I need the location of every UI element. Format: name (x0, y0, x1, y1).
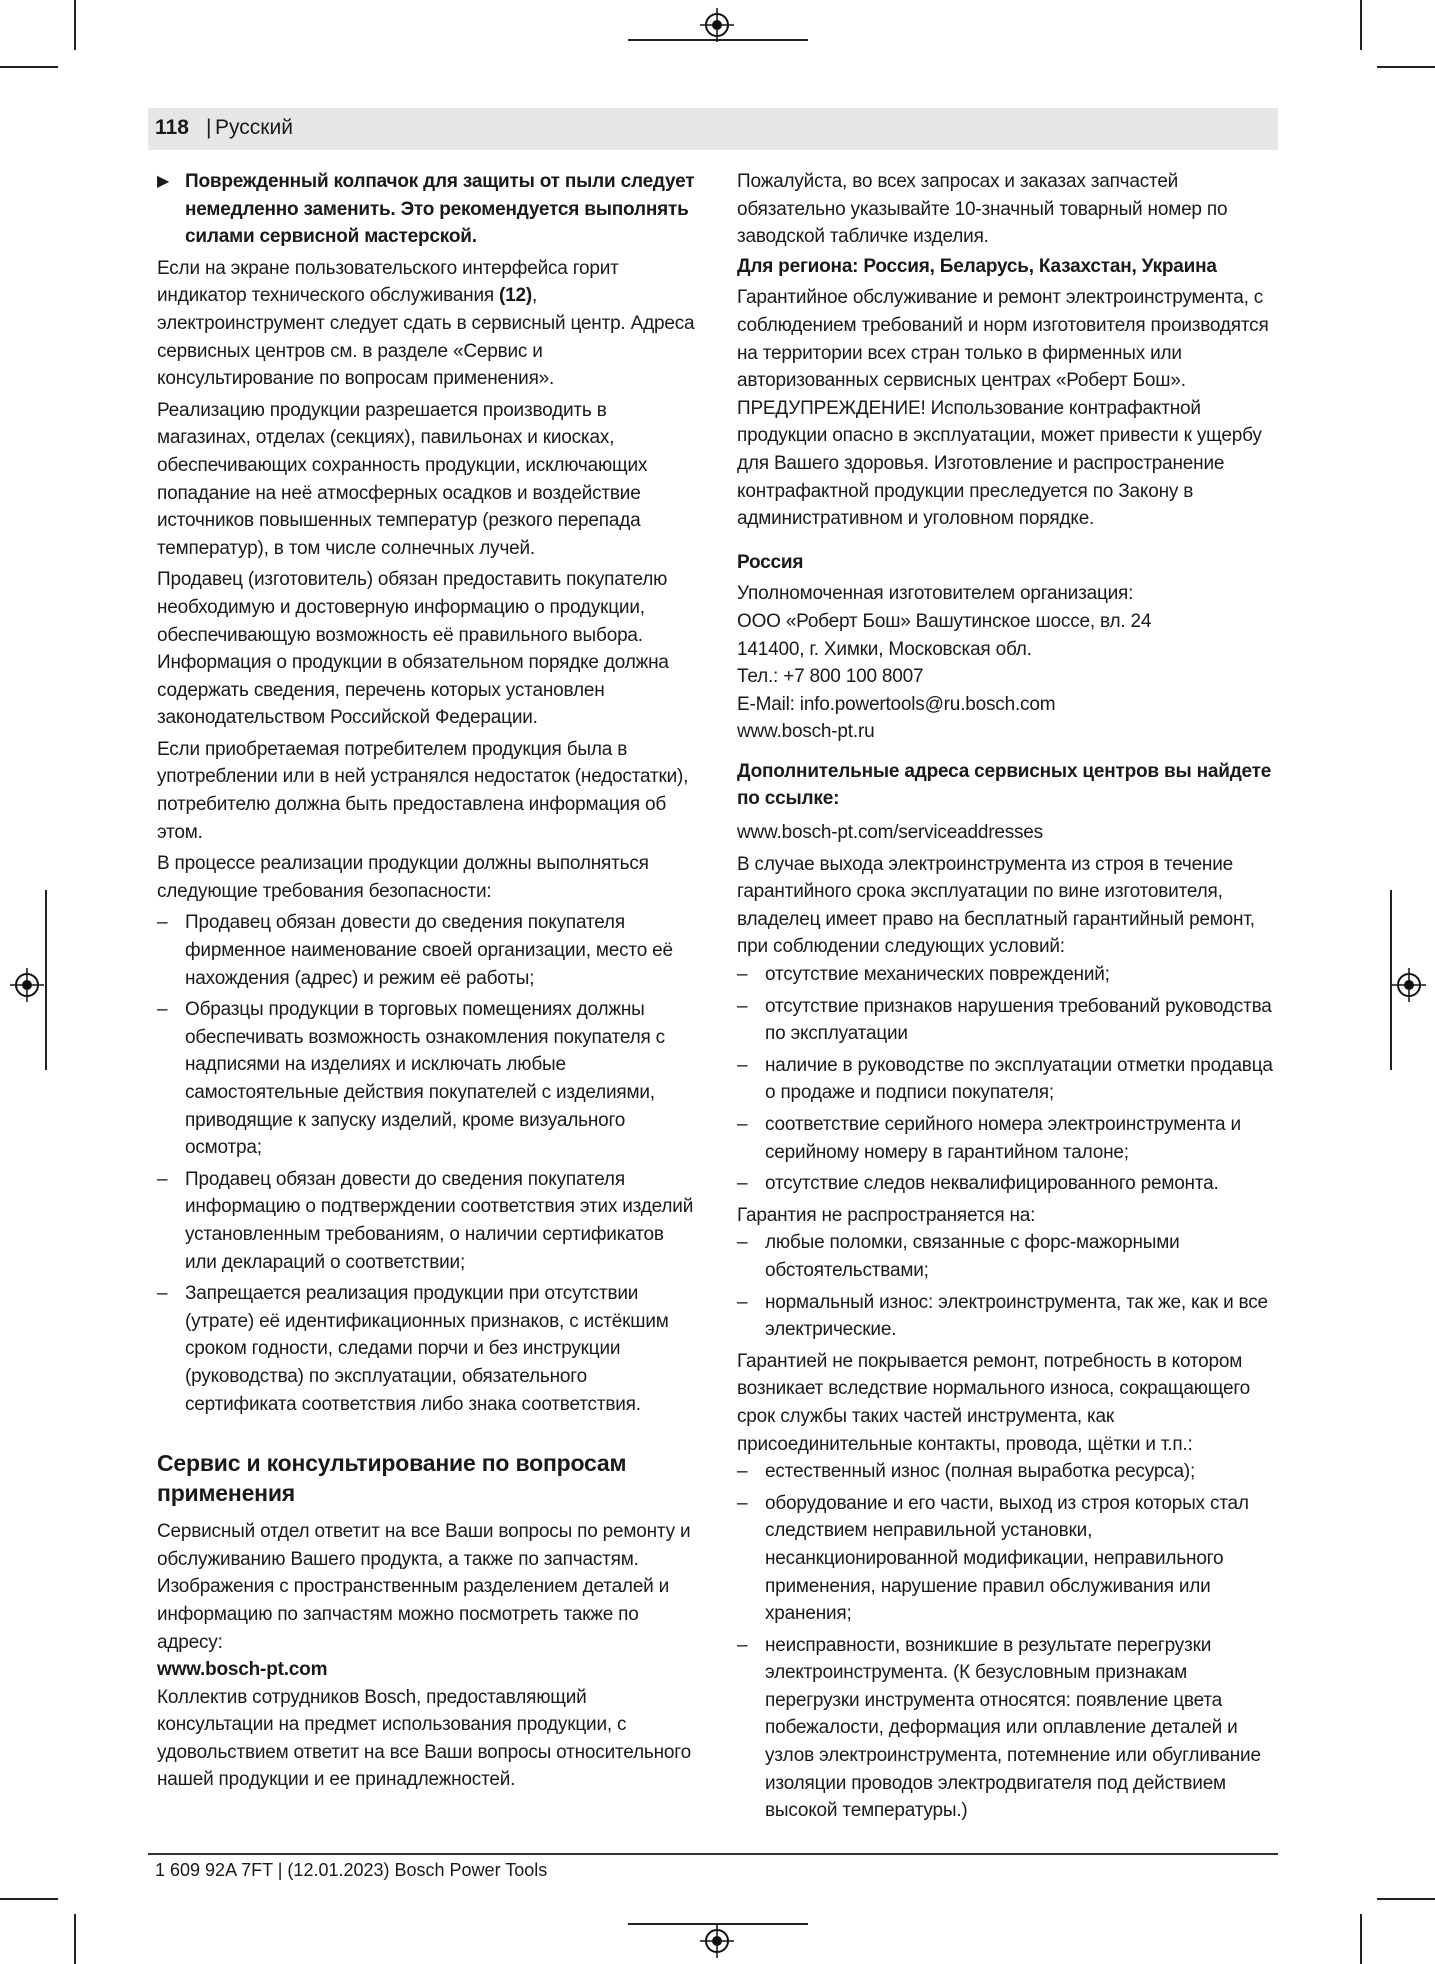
list-item: – Запрещается реализация продукции при отсутствии (утрате) её идентификационных признаков, с истёкшим сроком годности, следами порчи и без инструкции (руководства) по эксплуатации, обязательного сертификата соответствия либо знака соответствия. (157, 1283, 669, 1415)
region-heading: Для региона: Россия, Беларусь, Казахстан, Украина (737, 255, 1217, 277)
list-item: – отсутствие механических повреждений; (737, 964, 1110, 986)
list-item: – нормальный износ: электроинструмента, так же, как и все электрические. (737, 1291, 1268, 1341)
left-column (157, 168, 697, 1798)
crop-mark (1360, 1914, 1362, 1964)
registration-mark-icon (700, 8, 734, 42)
list-item: – оборудование и его части, выход из строя которых стал следствием неправильной установки, несанкционированной модификации, неправильного применения, нарушение правил обслуживания или хранения; (737, 1492, 1249, 1625)
paragraph: В случае выхода электроинструмента из строя в течение гарантийного срока эксплуатации по вине изготовителя, владелец имеет право на бесплатный гарантийный ремонт, при соблюдении следующих условий: (737, 853, 1255, 958)
crop-mark (0, 66, 58, 68)
contact-website: www.bosch-pt.ru (737, 721, 875, 743)
contact-block (737, 580, 1277, 746)
paragraph: Сервисный отдел ответит на все Ваши вопросы по ремонту и обслуживанию Вашего продукта, а также по запчастям. Изображения с пространственным разделением деталей и информацию по запчастям можно посмотреть также по адресу: (157, 1521, 691, 1653)
right-column (737, 168, 1277, 1829)
paragraph: Гарантией не покрывается ремонт, потребность в котором возникает вследствие нормального износа, сокращающего срок службы таких частей инструмента, как присоединительные контакты, провода, щётки и т.п.: (737, 1350, 1251, 1455)
registration-mark-icon (700, 1924, 734, 1958)
header-separator: | (206, 116, 212, 139)
list-item: – Продавец обязан довести до сведения покупателя информацию о подтверждении соответствия этих изделий установленным требованиям, о наличии сертификатов или деклараций о соответствии; (157, 1168, 694, 1273)
paragraph-maintenance: Если на экране пользовательского интерфейса горит индикатор технического обслуживания (12), электроинструмент следует сдать в сервисный центр. Адреса сервисных центров см. в разделе «Сервис и консультирование по вопросам применения». (157, 257, 695, 390)
contact-email: E-Mail: info.powertools@ru.bosch.com (737, 693, 1056, 715)
contact-line: ООО «Роберт Бош» Вашутинское шоссе, вл. 24 (737, 610, 1152, 632)
russia-heading: Россия (737, 551, 804, 573)
contact-line: Уполномоченная изготовителем организация: (737, 583, 1134, 605)
service-url: www.bosch-pt.com (157, 1659, 328, 1681)
page-header-bar (148, 108, 1278, 150)
item-reference: (12) (499, 285, 533, 307)
crop-mark (1377, 1898, 1435, 1900)
paragraph: Гарантия не распространяется на: (737, 1204, 1036, 1226)
contact-line: Тел.: +7 800 100 8007 (737, 666, 924, 688)
list-item: – неисправности, возникшие в результате перегрузки электроинструмента. (К безусловным признакам перегрузки инструмента относятся: появление цвета побежалости, деформация или оплавление деталей и узлов электроинструмента, потемнение или обугливание изоляции проводов электродвигателя под действием высокой температуры.) (737, 1634, 1261, 1822)
list-item: – отсутствие признаков нарушения требований руководства по эксплуатации (737, 995, 1272, 1045)
warning-paragraph: ▶ Поврежденный колпачок для защиты от пыли следует немедленно заменить. Это рекомендуется выполнять силами сервисной мастерской. (157, 168, 697, 251)
contact-line: 141400, г. Химки, Московская обл. (737, 638, 1032, 660)
list-item: – отсутствие следов неквалифицированного ремонта. (737, 1173, 1219, 1195)
page-footer: 1 609 92A 7FT | (12.01.2023) Bosch Power Tools (155, 1860, 548, 1880)
paragraph: Если приобретаемая потребителем продукция была в употреблении или в ней устранялся недостаток (недостатки), потребителю должна быть предоставлена информация об этом. (157, 738, 689, 843)
list-item: – Продавец обязан довести до сведения покупателя фирменное наименование своей организации, место её нахождения (адрес) и режим её работы; (157, 912, 673, 989)
list-item: – наличие в руководстве по эксплуатации отметки продавца о продаже и подписи покупателя; (737, 1054, 1273, 1104)
paragraph: В процессе реализации продукции должны выполняться следующие требования безопасности: (157, 853, 649, 902)
header-language: Русский (215, 116, 293, 139)
list-item: – естественный износ (полная выработка ресурса); (737, 1461, 1196, 1483)
addresses-url: www.bosch-pt.com/serviceaddresses (737, 822, 1043, 844)
addresses-heading: Дополнительные адреса сервисных центров вы найдете по ссылке: (737, 760, 1272, 810)
registration-mark-icon (1392, 968, 1426, 1002)
paragraph: Пожалуйста, во всех запросах и заказах запчастей обязательно указывайте 10-значный товарный номер по заводской табличке изделия. (737, 171, 1228, 248)
crop-mark (74, 0, 76, 50)
registration-mark-icon (10, 968, 44, 1002)
footer-rule (148, 1853, 1278, 1855)
list-item: – любые поломки, связанные с форс-мажорными обстоятельствами; (737, 1232, 1180, 1281)
list-item: – Образцы продукции в торговых помещениях должны обеспечивать возможность ознакомления покупателя с надписями на изделиях и исключать любые самостоятельные действия покупателей с изделиями, приводящие к запуску изделий, кроме визуального осмотра; (157, 999, 665, 1159)
list-item: – соответствие серийного номера электроинструмента и серийному номеру в гарантийном талоне; (737, 1114, 1241, 1163)
crop-mark (45, 890, 47, 1070)
section-title: Сервис и консультирование по вопросам применения (157, 1450, 627, 1507)
arrow-bullet-icon: ▶ (157, 173, 170, 190)
crop-mark (1377, 66, 1435, 68)
paragraph: Реализацию продукции разрешается производить в магазинах, отделах (секциях), павильонах и киосках, обеспечивающих сохранность продукции, исключающих попадание на неё атмосферных осадков и воздействие источников повышенных температур (резкого перепада температур), в том числе солнечных лучей. (157, 399, 648, 559)
crop-mark (0, 1898, 58, 1900)
paragraph: Гарантийное обслуживание и ремонт электроинструмента, с соблюдением требований и норм изготовителя производятся на территории всех стран только в фирменных или авторизованных сервисных центрах «Роберт Бош». ПРЕДУПРЕЖДЕНИЕ! Использование контрафактной продукции опасно в эксплуатации, может привести к ущербу для Вашего здоровья. Изготовление и распространение контрафактной продукции преследуется по Закону в административном и уголовном порядке. (737, 287, 1269, 530)
paragraph: Коллектив сотрудников Bosch, предоставляющий консультации на предмет использования продукции, с удовольствием ответит на все Ваши вопросы относительного нашей продукции и ее принадлежностей. (157, 1686, 691, 1791)
crop-mark (74, 1914, 76, 1964)
page-number: 118 (155, 116, 189, 139)
crop-mark (1360, 0, 1362, 50)
paragraph: Продавец (изготовитель) обязан предоставить покупателю необходимую и достоверную информацию о продукции, обеспечивающую возможность её правильного выбора. Информация о продукции в обязательном порядке должна содержать сведения, перечень которых установлен законодательством Российской Федерации. (157, 569, 669, 729)
